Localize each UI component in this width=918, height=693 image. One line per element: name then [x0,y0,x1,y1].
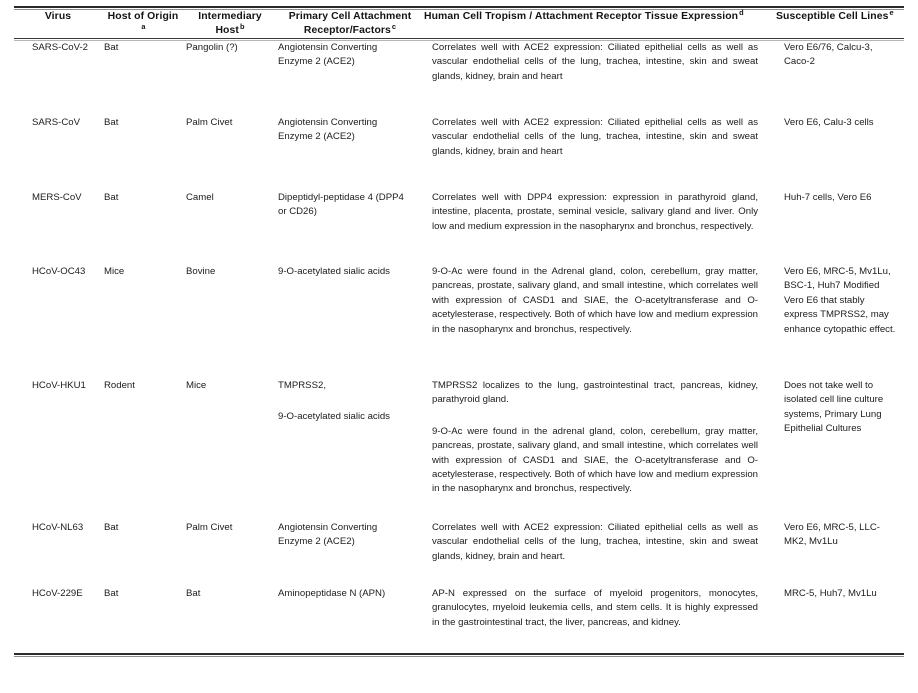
cell-host-of-origin [102,191,184,265]
cell-human-cell-tropism-block: 9-O-Ac were found in the adrenal gland, colon, cerebellum, gray matter, pancreas, prostate, salivary gland, and small intestine, which correlates well with expression of CASD1 and SIAE, the O-acetyltransferase and O-acetylesterase, respectively. Both of which have low and medium expression in the nasopharynx and bronchus, respectively. [432,425,758,495]
cell-primary-receptor-block: 9-O-acetylated sialic acids [278,266,390,278]
cell-susceptible-cell-lines-block: Vero E6/76, Calcu-3, Caco-2 [784,42,873,68]
cell-virus-name [14,265,102,379]
cell-host-of-origin-text: Mice [104,266,125,278]
cell-host-of-origin [102,41,184,116]
cell-virus-name [14,521,102,587]
table-sheet [0,6,918,693]
cell-primary-receptor [276,265,424,379]
cell-host-of-origin [102,116,184,191]
footnote-marker-b: b [239,21,245,31]
cell-intermediary-host-text: Palm Civet [186,522,233,534]
column-header-primary-receptor [276,10,424,38]
cell-susceptible-cell-lines-block: MRC-5, Huh7, Mv1Lu [784,588,877,600]
cell-intermediary-host [184,116,276,191]
cell-susceptible-cell-lines [776,41,904,116]
column-header-host-of-origin-label: Host of Origin [107,11,179,22]
cell-intermediary-host-text: Bat [186,588,201,600]
cell-virus-name-text: SARS-CoV-2 [32,42,88,54]
column-header-virus [14,10,102,38]
table-bottom-rule [14,653,904,657]
cell-susceptible-cell-lines [776,521,904,587]
cell-virus-name [14,116,102,191]
cell-host-of-origin-text: Bat [104,192,119,204]
cell-virus-name [14,41,102,116]
cell-virus-name-text: HCoV-NL63 [32,522,84,534]
cell-primary-receptor [276,191,424,265]
cell-susceptible-cell-lines [776,116,904,191]
table-row [14,379,904,521]
cell-host-of-origin [102,587,184,649]
cell-intermediary-host [184,41,276,116]
table-header [14,7,904,38]
cell-host-of-origin-text: Rodent [104,380,135,392]
column-header-susceptible-cell-lines [776,7,904,38]
cell-intermediary-host [184,379,276,521]
cell-human-cell-tropism-block: TMPRSS2 localizes to the lung, gastrointestinal tract, pancreas, kidney, parathyroid gland. [432,380,758,406]
cell-host-of-origin-text: Bat [104,42,119,54]
cell-virus-name-text: MERS-CoV [32,192,82,204]
cell-primary-receptor [276,379,424,521]
cell-susceptible-cell-lines [776,587,904,649]
column-header-intermediary-host-line2: Host [215,25,239,37]
table-row [14,587,904,649]
cell-intermediary-host [184,191,276,265]
cell-primary-receptor [276,41,424,116]
cell-host-of-origin-text: Bat [104,117,119,129]
cell-susceptible-cell-lines-block: Vero E6, MRC-5, LLC-MK2, Mv1Lu [784,522,880,548]
cell-primary-receptor-block: 9-O-acetylated sialic acids [278,411,390,423]
table-body [14,41,904,649]
cell-primary-receptor [276,521,424,587]
cell-primary-receptor-block: Dipeptidyl-peptidase 4 (DPP4 or CD26) [278,192,404,218]
cell-host-of-origin [102,379,184,521]
column-header-human-cell-tropism [424,7,776,38]
column-header-host-of-origin [102,10,184,38]
table-row [14,521,904,587]
column-header-primary-receptor-line2: Receptor/Factors [303,25,391,37]
cell-intermediary-host-text: Camel [186,192,214,204]
coronavirus-receptor-table-body [14,41,904,649]
coronavirus-receptor-table [14,7,904,38]
cell-virus-name-text: HCoV-OC43 [32,266,86,278]
cell-human-cell-tropism-block: Correlates well with DPP4 expression: expression in parathyroid gland, intestine, placenta, prostate, seminal vesicle, salivary gland and liver. Only low and medium expression in the nasopharynx and bronchus, respectively. [432,192,758,232]
cell-primary-receptor-block: TMPRSS2, [278,380,326,392]
column-header-susceptible-cell-lines-label: Susceptible Cell Lines [776,11,889,22]
cell-susceptible-cell-lines-block: Huh-7 cells, Vero E6 [784,192,872,204]
cell-susceptible-cell-lines [776,191,904,265]
cell-human-cell-tropism [424,41,776,116]
cell-primary-receptor-block: Angiotensin Converting Enzyme 2 (ACE2) [278,42,378,68]
column-header-primary-receptor-line1: Primary Cell Attachment [288,11,412,22]
cell-virus-name-text: HCoV-HKU1 [32,380,86,392]
cell-human-cell-tropism-block: Correlates well with ACE2 expression: Ciliated epithelial cells as well as vascular endothelial cells of the lung, trachea, intestine, skin and sweat glands, kidney, brain and heart [432,42,758,82]
cell-intermediary-host-text: Palm Civet [186,117,233,129]
cell-human-cell-tropism [424,379,776,521]
column-header-intermediary-host [184,10,276,38]
column-header-human-cell-tropism-label: Human Cell Tropism / Attachment Receptor Tissue Expression [424,11,739,22]
cell-intermediary-host-text: Bovine [186,266,216,278]
cell-susceptible-cell-lines [776,379,904,521]
cell-primary-receptor [276,116,424,191]
footnote-marker-e: e [889,7,894,17]
cell-human-cell-tropism-block: AP-N expressed on the surface of myeloid progenitors, monocytes, granulocytes, myeloid leukemia cells, and stem cells. It is highly expressed in the gastrointestinal tract, the liver, pancreas, and kidney. [432,588,758,628]
cell-host-of-origin [102,265,184,379]
cell-primary-receptor-block: Aminopeptidase N (APN) [278,588,386,600]
cell-primary-receptor-block: Angiotensin Converting Enzyme 2 (ACE2) [278,522,378,548]
cell-susceptible-cell-lines-block: Does not take well to isolated cell line culture systems, Primary Lung Epithelial Cultures [784,380,884,435]
cell-intermediary-host [184,521,276,587]
cell-host-of-origin-text: Bat [104,522,119,534]
cell-virus-name-text: SARS-CoV [32,117,80,129]
table-row [14,265,904,379]
footnote-marker-c: c [391,21,397,31]
cell-host-of-origin [102,521,184,587]
cell-host-of-origin-text: Bat [104,588,119,600]
cell-human-cell-tropism [424,587,776,649]
footnote-marker-d: d [739,7,744,17]
cell-human-cell-tropism-block: Correlates well with ACE2 expression: Ciliated epithelial cells as well as vascular endothelial cells of the lung, trachea, intestine, skin and sweat glands, kidney, brain and heart [432,117,758,157]
table-row [14,116,904,191]
cell-intermediary-host-text: Mice [186,380,207,392]
cell-susceptible-cell-lines-block: Vero E6, Calu-3 cells [784,117,874,129]
cell-human-cell-tropism-block: 9-O-Ac were found in the Adrenal gland, colon, cerebellum, gray matter, pancreas, prostate, salivary gland, and small intestine, which correlates well with expression of CASD1 and SIAE, the O-acetyltransferase and O-acetylesterase, respectively. Both of which have low and medium expression in the nasopharynx and bronchus, respectively. [432,266,758,335]
cell-intermediary-host-text: Pangolin (?) [186,42,238,54]
cell-virus-name [14,379,102,521]
cell-intermediary-host [184,265,276,379]
cell-susceptible-cell-lines [776,265,904,379]
cell-human-cell-tropism [424,191,776,265]
footnote-marker-a: a [141,21,146,31]
cell-intermediary-host [184,587,276,649]
cell-human-cell-tropism [424,265,776,379]
cell-primary-receptor [276,587,424,649]
cell-virus-name [14,191,102,265]
cell-virus-name [14,587,102,649]
cell-primary-receptor-block: Angiotensin Converting Enzyme 2 (ACE2) [278,117,378,143]
cell-human-cell-tropism-block: Correlates well with ACE2 expression: Ciliated epithelial cells as well as vascular endothelial cells of the lung, trachea, intestine, skin and sweat glands, kidney, brain and heart. [432,522,758,562]
column-header-intermediary-host-line1: Intermediary [198,11,262,22]
column-header-virus-label: Virus [44,11,72,22]
header-row [14,10,904,38]
table-row [14,41,904,116]
cell-human-cell-tropism [424,521,776,587]
cell-virus-name-text: HCoV-229E [32,588,83,600]
cell-susceptible-cell-lines-block: Vero E6, MRC-5, Mv1Lu, BSC-1, Huh7 Modified Vero E6 that stably express TMPRSS2, may enhance cytopathic effect. [784,266,896,335]
table-row [14,191,904,265]
cell-human-cell-tropism [424,116,776,191]
